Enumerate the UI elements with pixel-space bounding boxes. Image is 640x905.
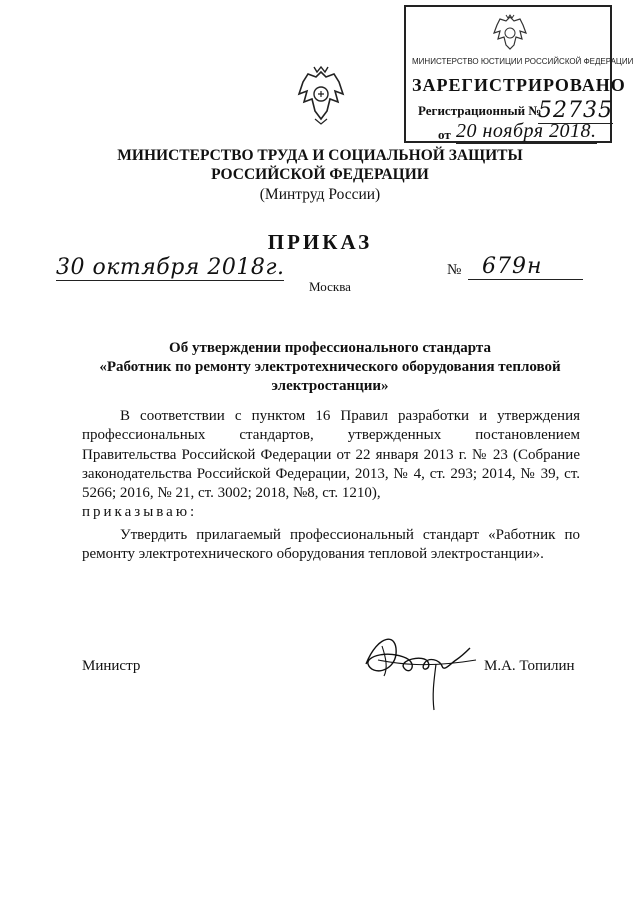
- ministry-name: [60, 146, 580, 184]
- document-type: ПРИКАЗ: [267, 230, 373, 254]
- order-date: 30 октября 2018г.: [56, 255, 285, 280]
- stamp-reg-number: 52735: [538, 98, 613, 123]
- stamp-date: 20 ноября 2018.: [456, 120, 597, 142]
- subject-line2: «Работник по ремонту электротехнического оборудования тепловой: [99, 359, 561, 375]
- minister-title: Министр: [82, 658, 141, 674]
- order-word: приказываю:: [82, 504, 198, 521]
- coat-of-arms-small-icon: [492, 13, 528, 53]
- ministry-name-line1: МИНИСТЕРСТВО ТРУДА И СОЦИАЛЬНОЙ ЗАЩИТЫ: [117, 147, 523, 164]
- body-paragraph-1: [82, 407, 580, 523]
- stamp-ministry-name: МИНИСТЕРСТВО ЮСТИЦИИ РОССИЙСКОЙ ФЕДЕРАЦИИ: [412, 57, 634, 66]
- stamp-reg-number-label: Регистрационный №: [418, 103, 542, 118]
- subject-line3: электростанции»: [271, 378, 389, 394]
- paragraph-1-text: В соответствии с пунктом 16 Правил разработки и утверждения профессиональных стандартов, утвержденных постановлением Правительства Российской Федерации от 22 января 2013 г. № 23 (Собрание законодательства Российской Федерации, 2013, № 4, ст. 293; 2014, № 39, ст. 5266; 2016, № 21, ст. 3002; 2018, №8, ст. 1210),: [82, 408, 580, 502]
- handwritten-signature: [358, 624, 483, 714]
- order-number-label: №: [447, 262, 462, 278]
- stamp-registered-label: ЗАРЕГИСТРИРОВАНО: [412, 75, 626, 95]
- order-number: 679н: [468, 254, 583, 280]
- city: Москва: [309, 279, 351, 294]
- registration-stamp: [404, 5, 634, 143]
- coat-of-arms-icon: [296, 64, 346, 126]
- minister-name: М.А. Топилин: [484, 658, 575, 674]
- ministry-name-line2: РОССИЙСКОЙ ФЕДЕРАЦИИ: [211, 166, 429, 183]
- document-subject: [80, 339, 580, 396]
- paragraph-2-text: Утвердить прилагаемый профессиональный стандарт «Работник по ремонту электротехнического оборудования тепловой электростанции».: [82, 527, 580, 563]
- ministry-short-name: (Минтруд России): [259, 186, 381, 203]
- subject-line1: Об утверждении профессионального стандарта: [169, 340, 491, 356]
- body-paragraph-2: [82, 526, 580, 565]
- stamp-date-label: от: [438, 127, 451, 142]
